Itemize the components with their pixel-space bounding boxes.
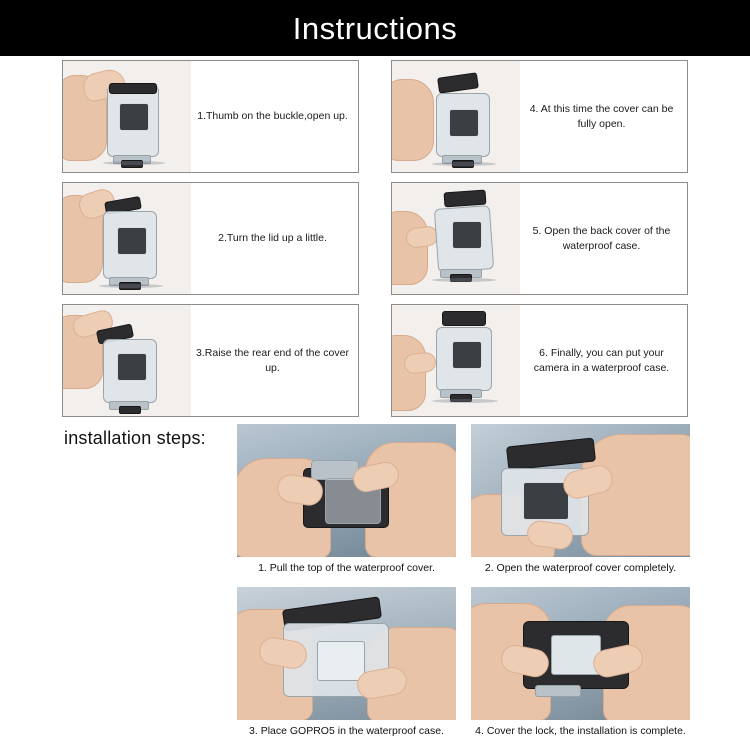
instruction-card-3 <box>62 304 359 417</box>
installation-photo-4 <box>471 587 690 720</box>
step-caption-text-1: 1.Thumb on the buckle,open up. <box>197 110 348 123</box>
step-caption-2 <box>191 183 358 294</box>
instruction-steps-grid <box>62 60 688 417</box>
step-caption-3 <box>191 305 358 416</box>
instruction-card-2 <box>62 182 359 295</box>
step-caption-text-5: 5. Open the back cover of the waterproof case. <box>532 225 671 252</box>
installation-steps-grid <box>237 424 690 746</box>
step-caption-text-3: 3.Raise the rear end of the cover up. <box>196 347 349 374</box>
step-caption-text-2: 2.Turn the lid up a little. <box>218 232 327 245</box>
step-photo-3 <box>63 305 191 416</box>
page-header <box>0 0 750 56</box>
step-photo-2 <box>63 183 191 294</box>
installation-caption-3: 3. Place GOPRO5 in the waterproof case. <box>249 725 444 737</box>
step-caption-6 <box>520 305 687 416</box>
step-photo-6 <box>392 305 520 416</box>
page-title: Instructions <box>292 10 458 46</box>
instruction-card-1 <box>62 60 359 173</box>
installation-photo-2 <box>471 424 690 557</box>
installation-caption-2: 2. Open the waterproof cover completely. <box>484 562 677 574</box>
step-photo-5 <box>392 183 520 294</box>
step-photo-1 <box>63 61 191 172</box>
installation-steps-label: installation steps: <box>64 428 206 448</box>
instruction-card-6 <box>391 304 688 417</box>
installation-caption-1: 1. Pull the top of the waterproof cover. <box>258 562 435 574</box>
step-caption-text-6: 6. Finally, you can put your camera in a waterproof case. <box>533 347 670 374</box>
installation-item-3 <box>237 587 456 746</box>
instruction-card-5 <box>391 182 688 295</box>
installation-photo-1 <box>237 424 456 557</box>
instruction-card-4 <box>391 60 688 173</box>
step-caption-4 <box>520 61 687 172</box>
step-caption-5 <box>520 183 687 294</box>
installation-item-1 <box>237 424 456 583</box>
installation-photo-3 <box>237 587 456 720</box>
installation-item-4 <box>471 587 690 746</box>
step-photo-4 <box>392 61 520 172</box>
installation-item-2 <box>471 424 690 583</box>
step-caption-text-4: 4. At this time the cover can be fully open. <box>529 103 674 130</box>
step-caption-1 <box>191 61 358 172</box>
installation-caption-4: 4. Cover the lock, the installation is complete. <box>475 725 686 737</box>
